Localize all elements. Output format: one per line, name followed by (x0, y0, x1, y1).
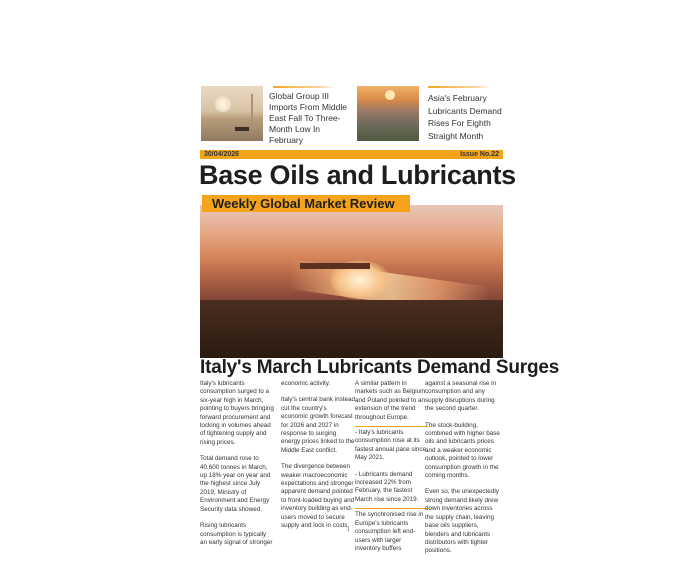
article-column-2 (281, 380, 355, 539)
paragraph: Italy's lubricants consumption surged to a six-year high in March, pointing to buyers bringing forward procurement and locking in volumes ahead of tightening supply and rising prices. (200, 380, 274, 446)
paragraph: The synchronised rise in Europe's lubricants consumption left end-users with larger inventory buffers (355, 508, 427, 553)
article-column-1 (200, 380, 274, 555)
bullet-point: - Italy's lubricants consumption rose at its fastest annual pace since May 2021. (355, 426, 427, 463)
paragraph: Even so, the unexpectedly strong demand likely drew down inventories across the supply chain, leaving base oils suppliers, blenders and lubricants distributors with tighter positions. (425, 488, 499, 555)
related-article-2-title[interactable]: Asia's February Lubricants Demand Rises For Eighth Straight Month (428, 93, 502, 141)
date-issue-bar (200, 150, 503, 159)
bullet-point: - Lubricants demand increased 22% from February, the fastest March rise since 2019. (355, 470, 419, 503)
paragraph: against a seasonal rise in consumption and any supply disruptions during the second quarter. (425, 380, 497, 413)
article-column-4 (425, 380, 503, 564)
accent-line (273, 86, 335, 88)
paragraph: The divergence between weaker macroeconomic expectations and stronger apparent demand pointed to front-loaded buying and inventory building as end-users moved to secure supply and lock in costs. (281, 463, 355, 530)
paragraph: economic activity. (281, 380, 331, 387)
page-number: 1 (347, 527, 350, 533)
article-headline: Italy's March Lubricants Demand Surges (200, 357, 560, 378)
paragraph: The stock-building, combined with higher base oils and lubricants prices and a weaker economic outlook, pointed to lower consumption growth in the coming months. (425, 421, 500, 480)
related-article-1-image[interactable] (201, 86, 263, 141)
issue-date: 30/04/2026 (204, 151, 240, 158)
related-article-2-image[interactable] (357, 86, 419, 141)
article-column-3 (355, 380, 427, 561)
issue-number: Issue No.22 (460, 151, 499, 158)
paragraph: A similar pattern in markets such as Belgium and Poland pointed to an extension of the trend throughout Europe. (355, 380, 426, 421)
related-article-1-title[interactable]: Global Group III Imports From Middle East Fall To Three-Month Low In February (269, 91, 347, 145)
accent-line (428, 86, 490, 88)
paragraph: Italy's central bank instead cut the country's economic growth forecast for 2026 and 2027 in response to surging energy prices linked to the Middle East conflict. (281, 396, 356, 454)
paragraph: Total demand rose to 40,600 tonnes in March, up 18% year on year and the highest since July 2019, Ministry of Environment and Energy Security data showed. (200, 455, 271, 513)
paragraph: Rising lubricants consumption is typically an early signal of stronger (200, 522, 273, 546)
publication-title: Base Oils and Lubricants (199, 160, 516, 190)
publication-subtitle: Weekly Global Market Review (202, 195, 410, 212)
hero-image-florence (200, 205, 503, 358)
